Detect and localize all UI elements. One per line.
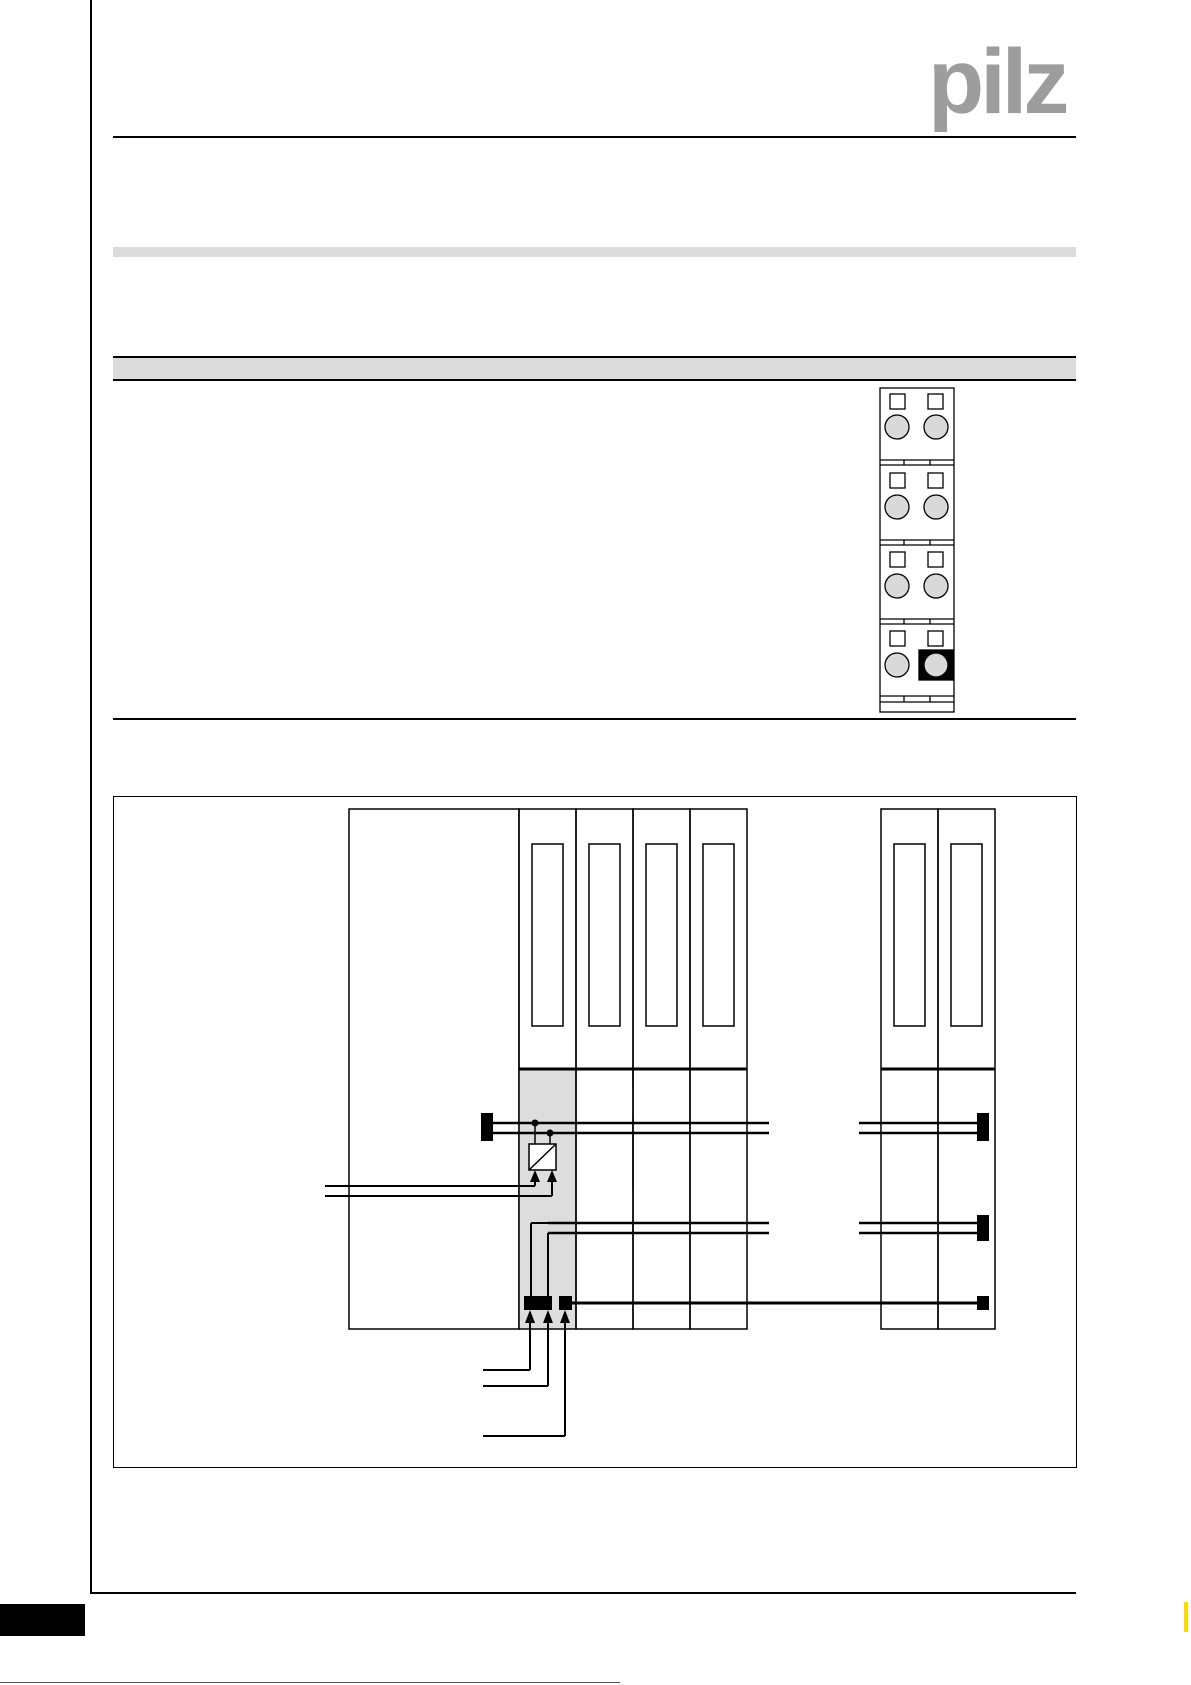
middle-bus [548,1223,987,1233]
bottom-edge-line [0,1682,620,1683]
footer-rule [90,1592,1076,1594]
table-bottom-rule [113,718,1076,720]
table-header-rule [113,379,1076,381]
led-module-1 [885,394,948,439]
table-header-band [113,358,1076,379]
section-band [113,247,1076,257]
led-module-4 [885,631,953,680]
page-number [0,1604,85,1636]
wiring-diagram [113,796,1077,1468]
pilz-logo: pilz [928,31,1066,133]
header-rule [113,136,1076,138]
led-module-3 [885,552,948,598]
led-module-2 [885,473,948,519]
led-panel-illustration [878,386,958,714]
left-margin-line [90,0,92,1592]
base-unit [349,809,519,1329]
side-marker [1184,1602,1188,1632]
